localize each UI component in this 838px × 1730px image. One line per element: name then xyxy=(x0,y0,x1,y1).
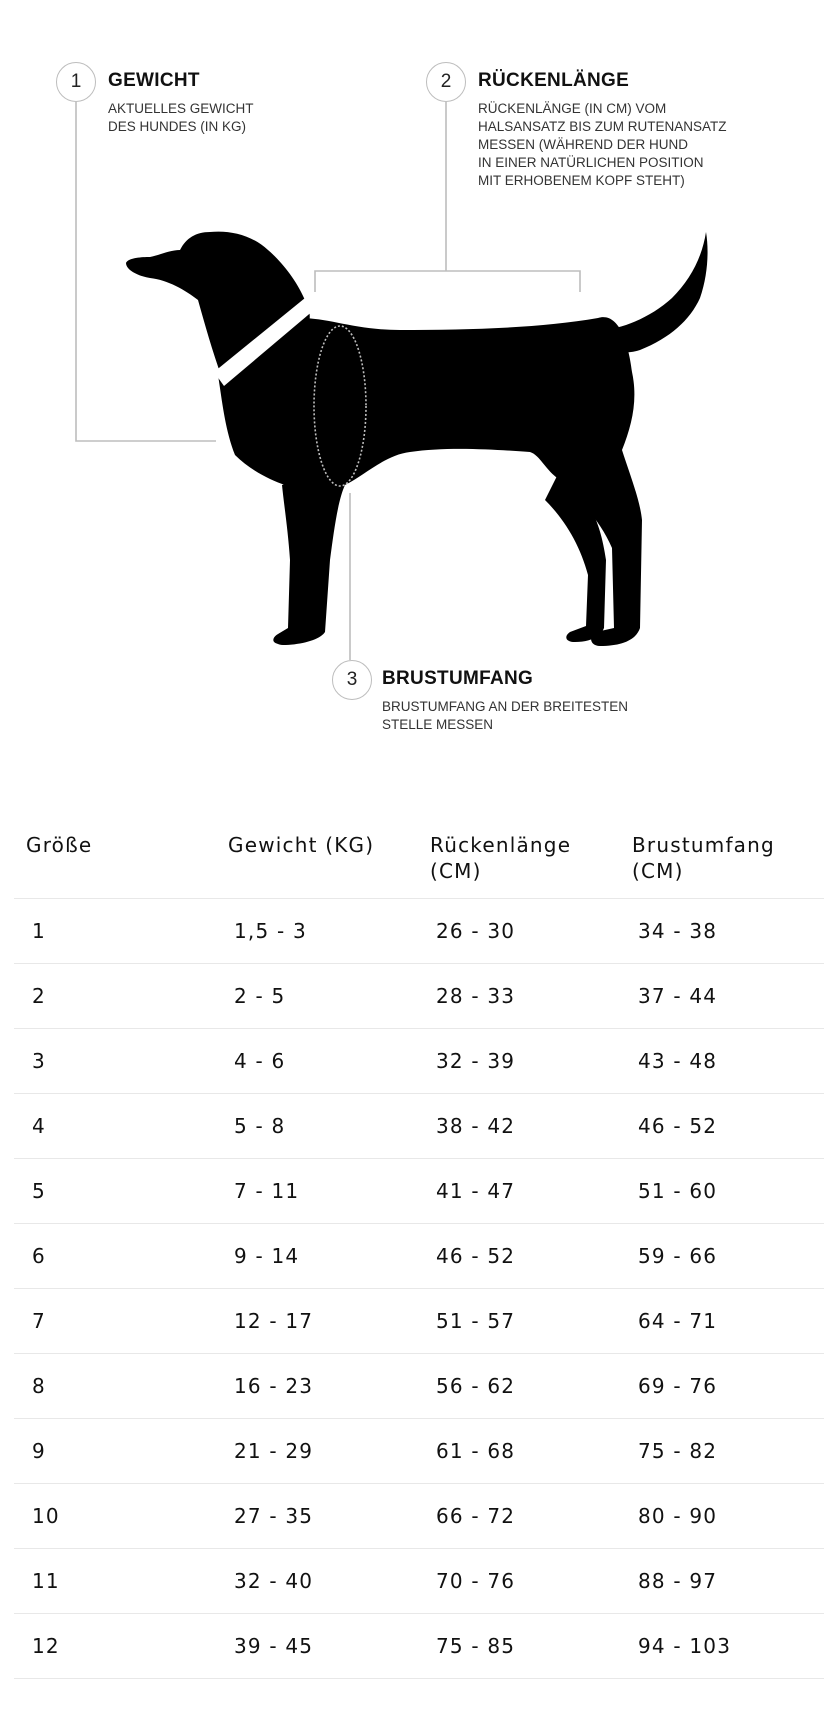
cell-size: 4 xyxy=(14,1094,216,1159)
header-text: (CM) xyxy=(430,859,482,883)
table-row xyxy=(14,1029,824,1094)
description-line: BRUSTUMFANG AN DER BREITESTEN xyxy=(382,699,629,714)
cell-chest: 43 - 48 xyxy=(620,1029,824,1094)
dog-silhouette xyxy=(126,232,708,646)
step-number-badge: 3 xyxy=(332,660,372,700)
cell-back-length: 38 - 42 xyxy=(418,1094,620,1159)
chest-title: BRUSTUMFANG xyxy=(382,668,534,689)
cell-back-length: 51 - 57 xyxy=(418,1289,620,1354)
cell-weight: 27 - 35 xyxy=(216,1484,418,1549)
description-line: MIT ERHOBENEM KOPF STEHT) xyxy=(478,173,685,188)
header-text: (CM) xyxy=(632,859,684,883)
table-row xyxy=(14,1289,824,1354)
table-row xyxy=(14,1549,824,1614)
cell-chest: 34 - 38 xyxy=(620,899,824,964)
description-line: IN EINER NATÜRLICHEN POSITION xyxy=(478,155,704,170)
back-length-title: RÜCKENLÄNGE xyxy=(478,70,630,91)
column-header-weight xyxy=(216,812,418,899)
measurement-guide xyxy=(0,0,838,760)
table-row xyxy=(14,1224,824,1289)
cell-size: 5 xyxy=(14,1159,216,1224)
cell-weight: 39 - 45 xyxy=(216,1614,418,1679)
cell-size: 7 xyxy=(14,1289,216,1354)
cell-size: 10 xyxy=(14,1484,216,1549)
cell-size: 2 xyxy=(14,964,216,1029)
cell-back-length: 56 - 62 xyxy=(418,1354,620,1419)
back-length-description xyxy=(478,100,727,190)
cell-back-length: 66 - 72 xyxy=(418,1484,620,1549)
cell-chest: 94 - 103 xyxy=(620,1614,824,1679)
cell-weight: 2 - 5 xyxy=(216,964,418,1029)
cell-weight: 16 - 23 xyxy=(216,1354,418,1419)
cell-weight: 32 - 40 xyxy=(216,1549,418,1614)
cell-back-length: 32 - 39 xyxy=(418,1029,620,1094)
cell-weight: 21 - 29 xyxy=(216,1419,418,1484)
cell-back-length: 28 - 33 xyxy=(418,964,620,1029)
table-row xyxy=(14,964,824,1029)
cell-weight: 4 - 6 xyxy=(216,1029,418,1094)
table-row xyxy=(14,1354,824,1419)
cell-chest: 69 - 76 xyxy=(620,1354,824,1419)
table-row xyxy=(14,1484,824,1549)
cell-weight: 9 - 14 xyxy=(216,1224,418,1289)
description-line: HALSANSATZ BIS ZUM RUTENANSATZ xyxy=(478,119,727,134)
table-row xyxy=(14,899,824,964)
step-number-badge: 2 xyxy=(426,62,466,102)
cell-weight: 1,5 - 3 xyxy=(216,899,418,964)
cell-chest: 80 - 90 xyxy=(620,1484,824,1549)
table-row xyxy=(14,1419,824,1484)
cell-chest: 88 - 97 xyxy=(620,1549,824,1614)
cell-chest: 46 - 52 xyxy=(620,1094,824,1159)
cell-back-length: 70 - 76 xyxy=(418,1549,620,1614)
header-text: Gewicht (KG) xyxy=(228,833,375,857)
cell-weight: 12 - 17 xyxy=(216,1289,418,1354)
column-header-back-length xyxy=(418,812,620,899)
cell-size: 6 xyxy=(14,1224,216,1289)
column-header-size xyxy=(14,812,216,899)
header-text: Brustumfang xyxy=(632,833,775,857)
table-row xyxy=(14,1159,824,1224)
cell-size: 3 xyxy=(14,1029,216,1094)
header-text: Größe xyxy=(26,833,93,857)
cell-chest: 51 - 60 xyxy=(620,1159,824,1224)
cell-chest: 37 - 44 xyxy=(620,964,824,1029)
cell-weight: 7 - 11 xyxy=(216,1159,418,1224)
cell-size: 8 xyxy=(14,1354,216,1419)
cell-chest: 75 - 82 xyxy=(620,1419,824,1484)
cell-chest: 59 - 66 xyxy=(620,1224,824,1289)
description-line: RÜCKENLÄNGE (IN CM) VOM xyxy=(478,101,667,116)
cell-size: 11 xyxy=(14,1549,216,1614)
cell-back-length: 41 - 47 xyxy=(418,1159,620,1224)
size-table xyxy=(14,812,824,1679)
header-row xyxy=(14,812,824,899)
description-line: MESSEN (WÄHREND DER HUND xyxy=(478,137,689,152)
description-line: DES HUNDES (IN KG) xyxy=(108,119,247,134)
chest-description xyxy=(382,698,628,734)
cell-back-length: 26 - 30 xyxy=(418,899,620,964)
cell-back-length: 46 - 52 xyxy=(418,1224,620,1289)
table-row xyxy=(14,1614,824,1679)
description-line: STELLE MESSEN xyxy=(382,717,494,732)
cell-size: 9 xyxy=(14,1419,216,1484)
column-header-chest xyxy=(620,812,824,899)
cell-back-length: 61 - 68 xyxy=(418,1419,620,1484)
table-row xyxy=(14,1094,824,1159)
description-line: AKTUELLES GEWICHT xyxy=(108,101,254,116)
cell-size: 12 xyxy=(14,1614,216,1679)
table-body xyxy=(14,899,824,1679)
weight-title: GEWICHT xyxy=(108,70,200,91)
cell-chest: 64 - 71 xyxy=(620,1289,824,1354)
weight-description xyxy=(108,100,254,136)
header-text: Rückenlänge xyxy=(430,833,572,857)
cell-weight: 5 - 8 xyxy=(216,1094,418,1159)
back-length-bracket xyxy=(315,271,580,292)
step-number-badge: 1 xyxy=(56,62,96,102)
table-header xyxy=(14,812,824,899)
cell-back-length: 75 - 85 xyxy=(418,1614,620,1679)
cell-size: 1 xyxy=(14,899,216,964)
